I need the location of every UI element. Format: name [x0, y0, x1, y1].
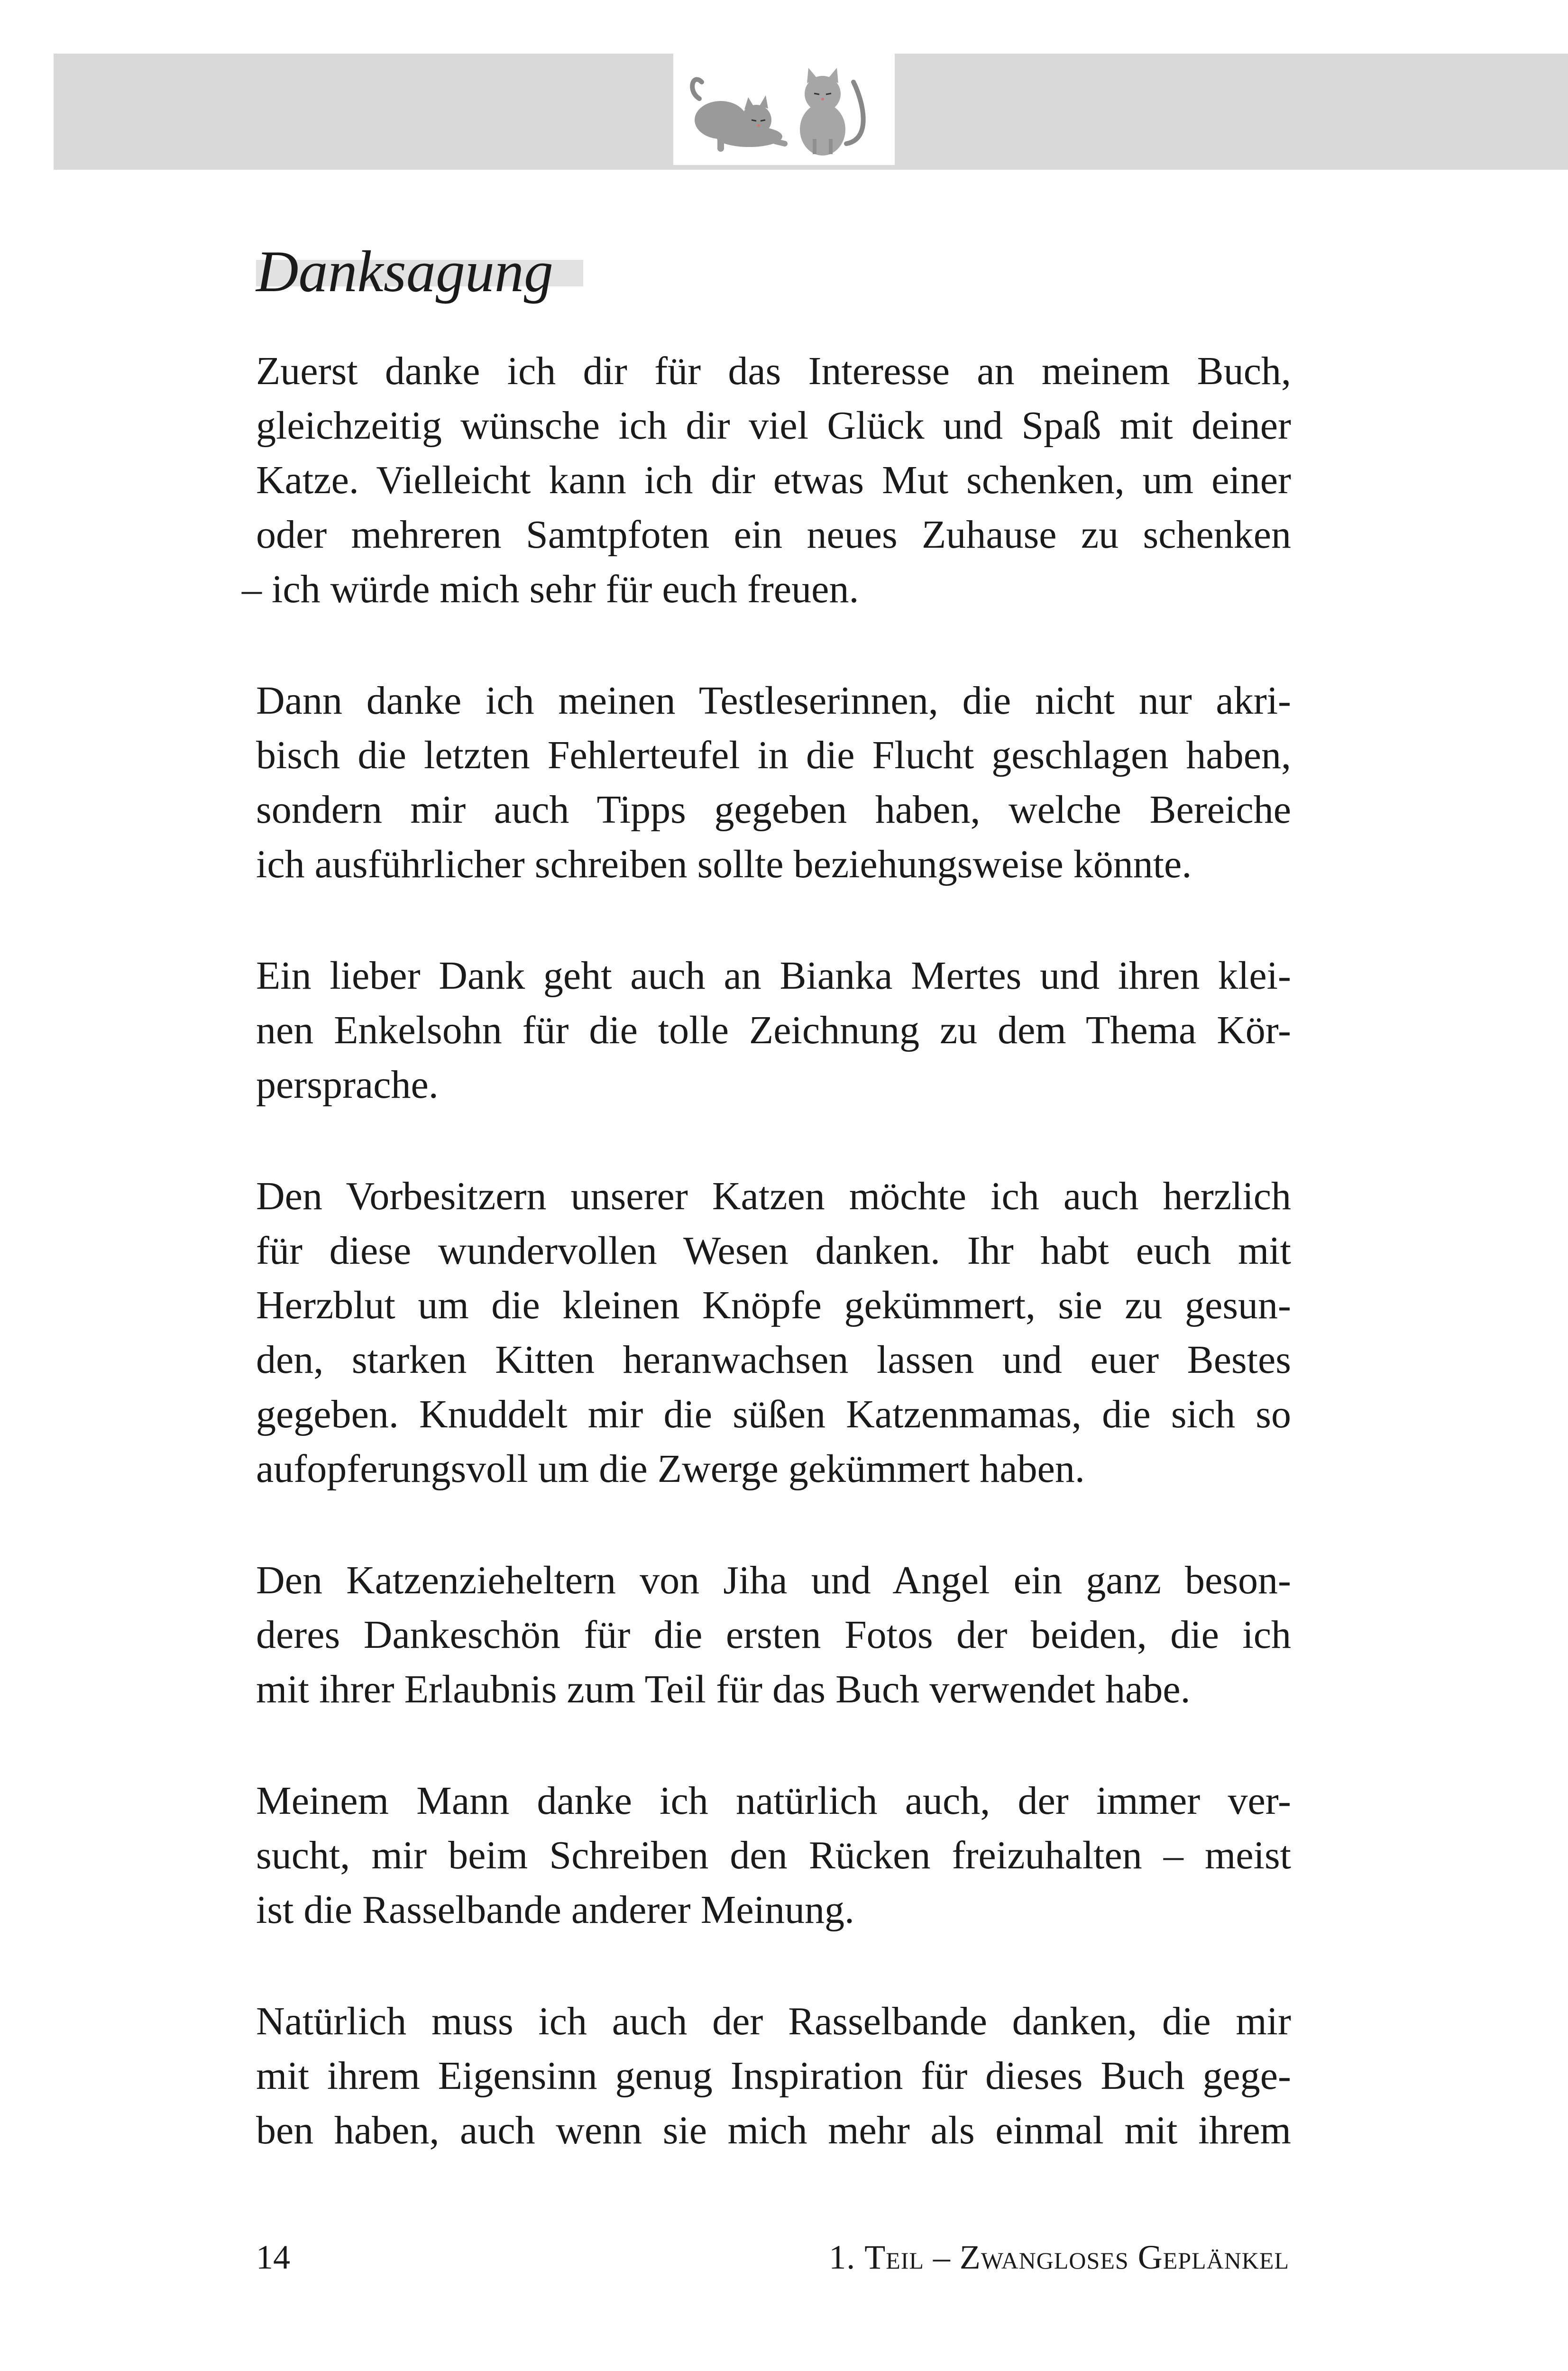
text-line: ist die Rasselbande anderer Meinung.	[256, 1888, 854, 1932]
text-line: ich ausführlicher schreiben sollte beziehungsweise könnte.	[256, 842, 1192, 886]
text-line: Zuerst danke ich dir für das Interesse an meinem Buch,	[256, 349, 1291, 393]
text-line: Meinem Mann danke ich natürlich auch, der immer ver-	[256, 1779, 1291, 1823]
text-line: Dann danke ich meinen Testleserinnen, die nicht nur akri-	[256, 679, 1291, 723]
text-line: oder mehreren Samtpfoten ein neues Zuhause zu schenken	[256, 513, 1291, 557]
text-line: nen Enkelsohn für die tolle Zeichnung zu dem Thema Kör-	[256, 1008, 1291, 1052]
paragraph	[256, 673, 1291, 891]
text-line: sondern mir auch Tipps gegeben haben, welche Bereiche	[256, 788, 1291, 832]
running-title-rest: Teil – Zwangloses Geplänkel	[864, 2238, 1289, 2276]
text-line: Herzblut um die kleinen Knöpfe gekümmert, sie zu gesun-	[256, 1283, 1291, 1327]
two-cats-icon	[673, 54, 895, 165]
running-title	[829, 2233, 1289, 2281]
text-line: Ein lieber Dank geht auch an Bianka Mertes und ihren klei-	[256, 954, 1291, 998]
text-line: für diese wundervollen Wesen danken. Ihr habt euch mit	[256, 1229, 1291, 1273]
text-line: Katze. Vielleicht kann ich dir etwas Mut schenken, um einer	[256, 458, 1291, 502]
text-line: den, starken Kitten heranwachsen lassen und euer Bestes	[256, 1338, 1291, 1382]
page-title: Danksagung	[256, 239, 553, 304]
paragraph	[256, 1553, 1291, 1717]
paragraph	[242, 344, 1291, 616]
paragraph	[256, 1774, 1291, 1937]
text-line: Natürlich muss ich auch der Rasselbande danken, die mir	[256, 1999, 1291, 2043]
text-line: gegeben. Knuddelt mir die süßen Katzenmamas, die sich so	[256, 1392, 1291, 1436]
text-line: ben haben, auch wenn sie mich mehr als einmal mit ihrem	[256, 2108, 1291, 2152]
text-line: aufopferungsvoll um die Zwerge gekümmert haben.	[256, 1447, 1085, 1491]
body-text	[242, 344, 1291, 2215]
page-number: 14	[256, 2238, 290, 2276]
text-line: mit ihrer Erlaubnis zum Teil für das Buch verwendet habe.	[256, 1667, 1191, 1711]
title-block	[256, 227, 553, 317]
text-line: Den Vorbesitzern unserer Katzen möchte ich auch herzlich	[256, 1174, 1291, 1218]
running-title-prefix: 1.	[829, 2238, 865, 2276]
paragraph	[256, 1994, 1291, 2158]
text-line: persprache.	[256, 1063, 439, 1107]
text-line: bisch die letzten Fehlerteufel in die Flucht geschlagen haben,	[256, 733, 1291, 777]
text-line: mit ihrem Eigensinn genug Inspiration für dieses Buch gege-	[256, 2054, 1291, 2098]
paragraph	[256, 1169, 1291, 1496]
text-line: sucht, mir beim Schreiben den Rücken freizuhalten – meist	[256, 1833, 1291, 1877]
text-line: Den Katzenzieheltern von Jiha und Angel ein ganz beson-	[256, 1558, 1291, 1602]
paragraph	[256, 948, 1291, 1112]
text-line: gleichzeitig wünsche ich dir viel Glück und Spaß mit deiner	[256, 404, 1291, 448]
text-line: deres Dankeschön für die ersten Fotos der beiden, die ich	[256, 1613, 1291, 1657]
text-line: – ich würde mich sehr für euch freuen.	[242, 567, 859, 611]
